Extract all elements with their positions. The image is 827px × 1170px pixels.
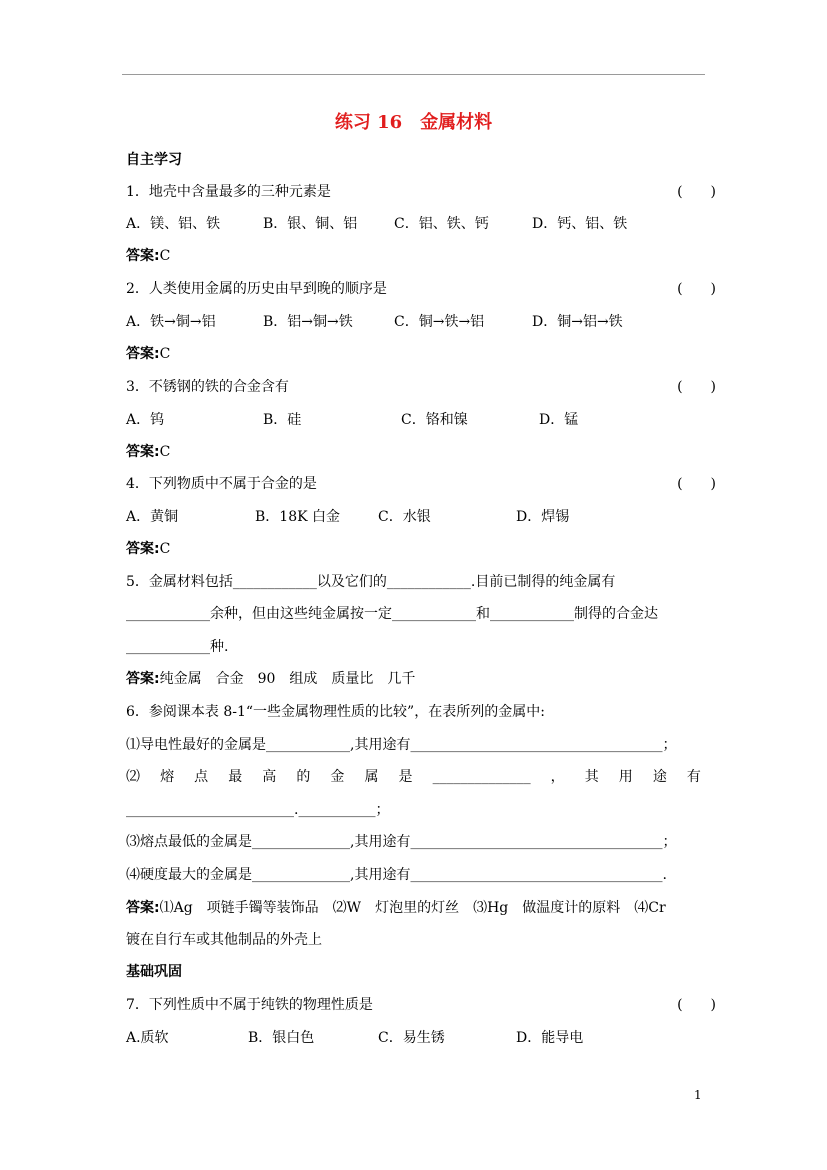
question-5-answer (126, 668, 716, 690)
question-3 (126, 376, 716, 398)
question-4-answer (126, 538, 716, 560)
question-5-line-3: ____________种. (126, 639, 229, 655)
question-6-part-4: ⑷硬度最大的金属是______________,其用途有____________________________________. (126, 867, 667, 883)
answer-blank-paren: ( ) (677, 184, 716, 200)
question-6-part-2-segment: 最 (228, 769, 243, 785)
question-6-part-2-segment: ______________ (432, 769, 531, 785)
answer-blank-paren: ( ) (677, 281, 716, 297)
option-d: D．钙、铝、铁 (532, 216, 628, 232)
question-6-answer-continued: 镀在自行车或其他制品的外壳上 (126, 932, 322, 948)
question-stem: 4．下列物质中不属于合金的是 (126, 476, 317, 492)
answer-label: 答案: (126, 900, 160, 916)
option-a: A．钨 (126, 412, 165, 428)
question-7 (126, 994, 716, 1016)
question-stem: 1．地壳中含量最多的三种元素是 (126, 184, 331, 200)
question-5-line-1: 5．金属材料包括____________以及它们的____________.目前已制得的纯金属有 (126, 574, 616, 590)
question-6-part-2-segment: 的 (296, 769, 311, 785)
option-b: B．铝→铜→铁 (263, 314, 353, 330)
page-number: 1 (694, 1088, 702, 1102)
question-6-part-1: ⑴导电性最好的金属是____________,其用途有____________________________________； (126, 737, 677, 753)
question-4 (126, 473, 716, 495)
question-6-part-2-segment: 点 (194, 769, 209, 785)
answer-label: 答案: (126, 541, 160, 557)
answer-value: ⑴Ag 项链手镯等装饰品 ⑵W 灯泡里的灯丝 ⑶Hg 做温度计的原料 ⑷Cr (159, 900, 666, 916)
page-title: 练习 16 金属材料 (334, 112, 493, 133)
option-d: D．焊锡 (516, 509, 570, 525)
answer-blank-paren: ( ) (677, 997, 716, 1013)
answer-value: 纯金属 合金 90 组成 质量比 几千 (159, 671, 416, 687)
question-6-part-2-segment: 属 (364, 769, 379, 785)
question-1-answer (126, 245, 716, 267)
question-stem: 3．不锈钢的铁的合金含有 (126, 379, 289, 395)
question-6-part-2 (126, 766, 701, 788)
question-3-answer (126, 441, 716, 463)
answer-value: C (159, 346, 171, 362)
answer-label: 答案: (126, 248, 160, 264)
option-a: A．黄铜 (126, 509, 179, 525)
question-6-answer (126, 897, 716, 919)
option-b: B．银白色 (248, 1030, 315, 1046)
question-6-part-2-segment: 其 (584, 769, 599, 785)
option-a: A．镁、铝、铁 (126, 216, 221, 232)
section-heading-self-study: 自主学习 (126, 152, 182, 168)
answer-label: 答案: (126, 671, 160, 687)
question-6-part-2-continued: ________________________.___________； (126, 802, 390, 818)
question-6-part-2-segment: ⑵ (126, 769, 140, 785)
option-d: D．锰 (539, 412, 579, 428)
question-6-part-2-segment: 途 (652, 769, 667, 785)
option-b: B．18K 白金 (255, 509, 341, 525)
question-6-part-2-segment: 有 (686, 769, 701, 785)
answer-value: C (159, 444, 171, 460)
question-6-part-3: ⑶熔点最低的金属是______________,其用途有____________________________________； (126, 834, 677, 850)
option-b: B．银、铜、铝 (263, 216, 358, 232)
question-6-stem: 6．参阅课本表 8-1“一些金属物理性质的比较”，在表所列的金属中: (126, 704, 545, 720)
option-b: B．硅 (263, 412, 302, 428)
question-6-part-2-segment: 是 (398, 769, 413, 785)
answer-label: 答案: (126, 346, 160, 362)
question-6-part-2-segment: ， (550, 769, 565, 785)
option-c: C．水银 (378, 509, 431, 525)
question-5-line-2: ____________余种，但由这些纯金属按一定____________和____________制得的合金达 (126, 606, 658, 622)
answer-label: 答案: (126, 444, 160, 460)
question-6-part-2-segment: 金 (330, 769, 345, 785)
option-a: A．铁→铜→铝 (126, 314, 216, 330)
option-c: C．易生锈 (378, 1030, 445, 1046)
option-c: C．铜→铁→铝 (394, 314, 485, 330)
section-heading-basic-consolidation: 基础巩固 (126, 964, 182, 980)
answer-value: C (159, 541, 171, 557)
question-2-answer (126, 343, 716, 365)
question-stem: 7．下列性质中不属于纯铁的物理性质是 (126, 997, 373, 1013)
question-2 (126, 278, 716, 300)
option-d: D．能导电 (516, 1030, 584, 1046)
option-a: A.质软 (126, 1030, 169, 1046)
question-6-part-2-segment: 熔 (160, 769, 175, 785)
answer-value: C (159, 248, 171, 264)
answer-blank-paren: ( ) (677, 379, 716, 395)
option-c: C．铝、铁、钙 (394, 216, 489, 232)
option-d: D．铜→铝→铁 (532, 314, 623, 330)
question-1 (126, 181, 716, 203)
question-stem: 2．人类使用金属的历史由早到晚的顺序是 (126, 281, 387, 297)
answer-blank-paren: ( ) (677, 476, 716, 492)
question-6-part-2-segment: 用 (618, 769, 633, 785)
header-rule (122, 74, 705, 75)
option-c: C．铬和镍 (401, 412, 468, 428)
question-6-part-2-segment: 高 (262, 769, 277, 785)
